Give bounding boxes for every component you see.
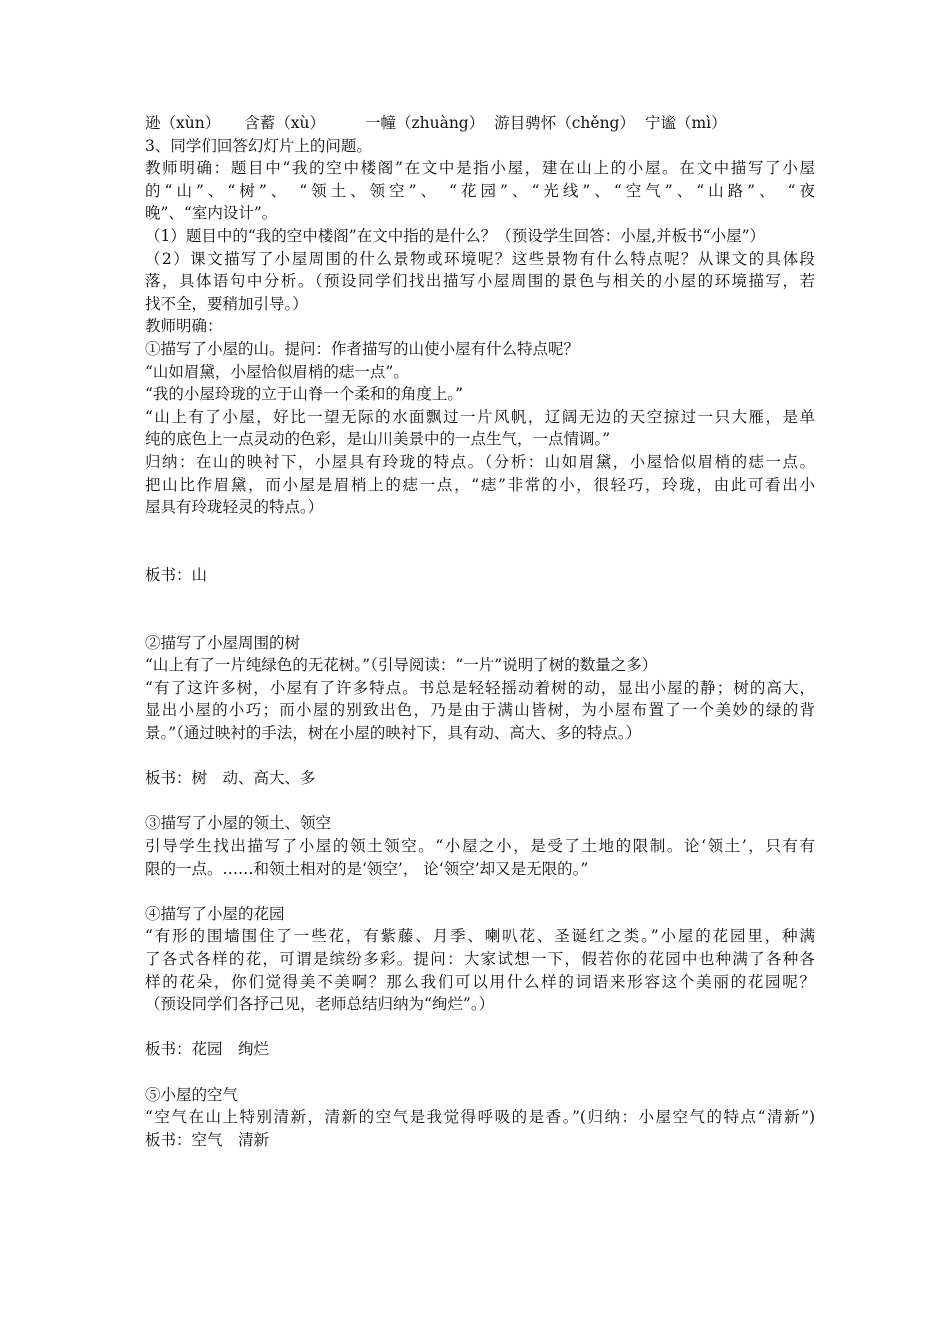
text-line: “有形的围墙围住了一些花，有紫藤、月季、喇叭花、圣诞红之类。”小屋的花园里，种满 <box>145 927 815 946</box>
text-line: 纯的底色上一点灵动的色彩，是山川美景中的一点生气，一点情调。” <box>145 430 611 449</box>
text-line: “空气在山上特别清新，清新的空气是我觉得呼吸的是香。”(归纳：小屋空气的特点“清新”) <box>145 1108 815 1127</box>
text-line: 了各式各样的花，可谓是缤纷多彩。提问：大家试想一下，假若你的花园中也种满了各种各 <box>145 949 815 968</box>
text-line: 显出小屋的小巧；而小屋的别致出色，乃是由于满山皆树，为小屋布置了一个美妙的绿的背 <box>145 701 815 720</box>
pinyin-item: 宁谧（mì） <box>644 114 727 132</box>
text-line: “山上有了小屋，好比一望无际的水面飘过一片风帆，辽阔无边的天空掠过一只大雁，是单 <box>145 407 815 426</box>
document-body <box>145 112 815 1151</box>
text-line: “山上有了一片纯绿色的无花树。”（引导阅读：“一片”说明了树的数量之多） <box>145 656 658 675</box>
text-line: ①描写了小屋的山。提问：作者描写的山使小屋有什么特点呢？ <box>145 339 580 358</box>
blank-line <box>145 609 815 632</box>
text-line: （1）题目中的“我的空中楼阁”在文中指的是什么？（预设学生回答：小屋,并板书“小屋”） <box>145 226 765 245</box>
blank-line <box>145 790 815 813</box>
text-line: 落，具体语句中分析。（预设同学们找出描写小屋周围的景色与相关的小屋的环境描写，若 <box>145 272 815 291</box>
text-line: 找不全，要稍加引导。） <box>145 294 308 313</box>
text-line: 板书：树 动、高大、多 <box>145 769 316 788</box>
text-line: 景。”（通过映衬的手法，树在小屋的映衬下，具有动、高大、多的特点。） <box>145 724 642 743</box>
blank-line <box>145 1061 815 1084</box>
text-line: “有了这许多树，小屋有了许多特点。书总是轻轻摇动着树的动，显出小屋的静；树的高大， <box>145 678 815 697</box>
text-line: ⑤小屋的空气 <box>145 1085 239 1104</box>
text-line: 板书：花园 绚烂 <box>145 1040 270 1059</box>
blank-line <box>145 880 815 903</box>
pinyin-item: 游目骋怀（chěng） <box>494 114 635 132</box>
pinyin-item: 含蓄（xù） <box>244 114 325 132</box>
text-line: 屋具有玲珑轻灵的特点。） <box>145 498 324 517</box>
blank-line <box>145 519 815 542</box>
text-line: 限的一点。……和领土相对的是‘领空’， 论‘领空’却又是无限的。” <box>145 859 589 878</box>
pinyin-item: 一幢（zhuàng） <box>364 114 485 132</box>
text-line: 归纳：在山的映衬下，小屋具有玲珑的特点。（分析：山如眉黛，小屋恰似眉梢的痣一点。 <box>145 452 815 471</box>
text-line: （2）课文描写了小屋周围的什么景物或环境呢？这些景物有什么特点呢？从课文的具体段 <box>145 249 815 268</box>
text-line: 教师明确：题目中“我的空中楼阁”在文中是指小屋，建在山上的小屋。在文中描写了小屋 <box>145 159 815 178</box>
blank-line <box>145 1016 815 1039</box>
text-line: （预设同学们各抒己见，老师总结归纳为“绚烂”。） <box>145 995 495 1014</box>
text-line: 板书：空气 清新 <box>145 1130 270 1149</box>
text-line: 样的花朵，你们觉得美不美啊？那么我们可以用什么样的词语来形容这个美丽的花园呢？ <box>145 972 815 991</box>
blank-line <box>145 541 815 564</box>
pinyin-item: 逊（xùn） <box>145 114 221 132</box>
text-line: ②描写了小屋周围的树 <box>145 633 301 652</box>
text-line: 晚”、“室内设计”。 <box>145 204 278 223</box>
text-line: ④描写了小屋的花园 <box>145 904 285 923</box>
text-line: “山如眉黛，小屋恰似眉梢的痣一点”。 <box>145 362 409 381</box>
blank-line <box>145 745 815 768</box>
text-line: 3、同学们回答幻灯片上的问题。 <box>145 136 372 155</box>
text-line: “我的小屋玲珑的立于山脊一个柔和的角度上。” <box>145 385 464 404</box>
text-line: 板书：山 <box>145 565 208 584</box>
blank-line <box>145 586 815 609</box>
text-line: 教师明确： <box>145 317 223 336</box>
text-line: 把山比作眉黛，而小屋是眉梢上的痣一点，“痣”非常的小，很轻巧，玲珑，由此可看出小 <box>145 475 815 494</box>
text-line: 引导学生找出描写了小屋的领土领空。“小屋之小，是受了土地的限制。论‘领土’，只有有 <box>145 837 815 855</box>
text-line: 的“山”、“树”、 “领土、领空”、 “花园”、“光线”、“空气”、“山路”、 “夜 <box>145 181 815 200</box>
text-line: ③描写了小屋的领土、领空 <box>145 814 332 833</box>
text-lines <box>145 135 815 1152</box>
pinyin-vocabulary-row <box>145 112 815 135</box>
